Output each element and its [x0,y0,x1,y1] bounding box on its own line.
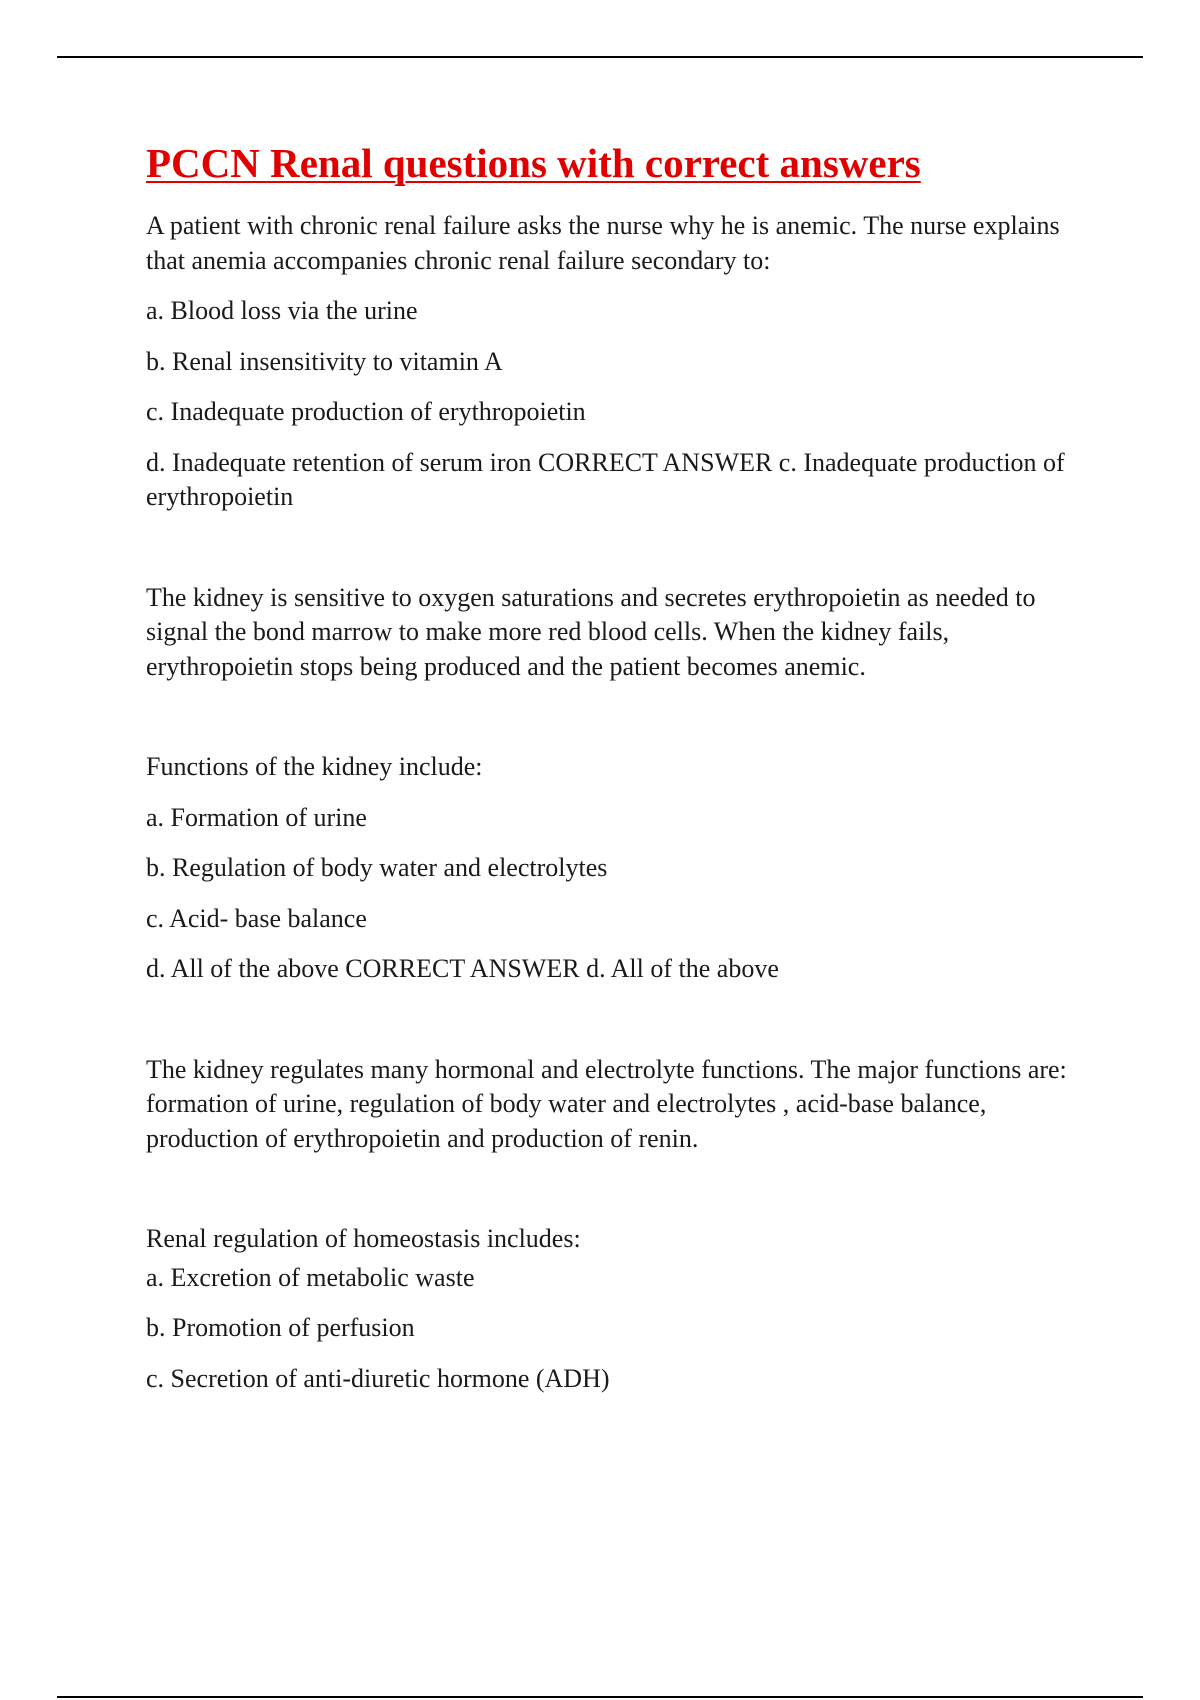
spacer [146,684,1096,750]
answer-option: a. Excretion of metabolic waste [146,1262,475,1292]
question-stem: A patient with chronic renal failure asks the nurse why he is anemic. The nurse explains that anemia accompanies chronic renal failure secondary to: [146,211,1060,275]
spacer [146,987,1096,1053]
question-block [146,1222,1096,1396]
top-rule [57,56,1143,58]
answer-option: b. Promotion of perfusion [146,1313,415,1343]
answer-option-with-correct-answer: d. All of the above CORRECT ANSWER d. All of the above [146,954,779,984]
question-stem: Functions of the kidney include: [146,752,483,782]
bottom-rule [57,1696,1143,1698]
question-block [146,209,1096,515]
answer-option-with-correct-answer: d. Inadequate retention of serum iron CORRECT ANSWER c. Inadequate production of erythropoietin [146,447,1065,512]
answer-option: c. Acid- base balance [146,903,367,933]
answer-option: a. Formation of urine [146,802,367,832]
question-stem: Renal regulation of homeostasis includes: [146,1224,581,1254]
explanation: The kidney is sensitive to oxygen saturations and secretes erythropoietin as needed to signal the bond marrow to make more red blood cells. When the kidney fails, erythropoietin stops being produced and the patient becomes anemic. [146,582,1036,681]
answer-option: b. Regulation of body water and electrolytes [146,853,608,883]
document-title: PCCN Renal questions with correct answers [146,140,921,186]
answer-option: c. Secretion of anti-diuretic hormone (ADH) [146,1363,610,1393]
question-block [146,750,1096,987]
spacer [146,515,1096,581]
spacer [146,1156,1096,1222]
answer-option: b. Renal insensitivity to vitamin A [146,346,503,376]
document-body [146,140,1096,1396]
answer-option: a. Blood loss via the urine [146,296,418,326]
explanation: The kidney regulates many hormonal and electrolyte functions. The major functions are: formation of urine, regulation of body water and electrolytes , acid-base balance, production of erythropoietin and production of renin. [146,1054,1067,1153]
answer-option: c. Inadequate production of erythropoietin [146,397,586,427]
